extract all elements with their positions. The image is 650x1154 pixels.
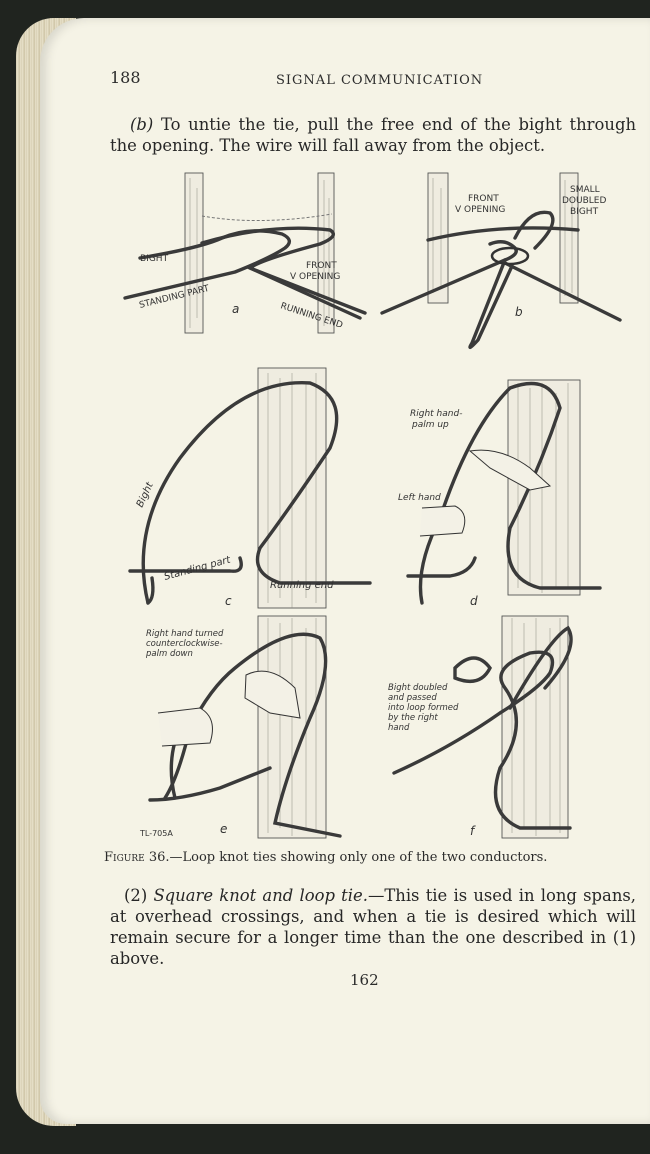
paragraph-b — [110, 114, 636, 156]
label-right-hand-turned: Right hand turned counterclockwise-palm down — [146, 629, 224, 659]
label-small-doubled-bight: SMALL DOUBLED BIGHT — [562, 185, 607, 217]
paragraph-marker: (2) — [124, 886, 148, 905]
panel-letter: b — [515, 305, 523, 319]
label-standing-part: STANDING PART — [138, 283, 211, 311]
caption-label: Figure 36. — [104, 850, 170, 865]
figure-36-illustration — [110, 168, 640, 844]
running-title: SIGNAL COMMUNICATION — [276, 73, 484, 88]
panel-letter: a — [232, 302, 240, 316]
label-bight: Bight — [134, 480, 156, 510]
panel-letter: f — [470, 824, 475, 838]
panel-c — [130, 368, 370, 608]
paragraph-2 — [110, 885, 636, 969]
label-bight-doubled: Bight doubled and passed into loop formed by the right hand — [388, 683, 459, 733]
label-bight: BIGHT — [140, 254, 169, 264]
panel-f — [388, 616, 571, 838]
label-left-hand: Left hand — [398, 493, 441, 503]
label-front-v-opening: FRONT V OPENING — [290, 261, 341, 282]
plate-id: TL-705A — [140, 829, 173, 838]
caption-text: —Loop knot ties showing only one of the two conductors. — [169, 850, 548, 865]
paragraph-text: —This tie is used in long spans, at overhead crossings, and when a tie is desired which will remain secure for a longer time than the one described in (1) above. — [110, 886, 636, 968]
paragraph-marker: (b) — [130, 115, 154, 134]
paragraph-title: Square knot and loop tie. — [153, 886, 368, 905]
paragraph-text: To untie the tie, pull the free end of the bight through the opening. The wire will fall away from the object. — [110, 115, 636, 155]
panel-letter: c — [225, 594, 232, 608]
panel-letter: e — [220, 822, 228, 836]
page-number: 188 — [110, 68, 141, 87]
panel-d — [398, 380, 600, 608]
figure-caption — [104, 850, 634, 865]
folio-number: 162 — [350, 971, 379, 989]
label-running-end: Running end — [270, 580, 334, 591]
panel-e — [139, 616, 340, 838]
panel-a — [125, 173, 365, 333]
label-right-hand-palm-up: Right hand-palm up — [410, 409, 463, 430]
label-standing-part: Standing part — [162, 554, 232, 583]
label-front-v-opening: FRONT V OPENING — [455, 194, 506, 215]
pole — [185, 173, 203, 333]
pole — [318, 173, 334, 333]
panel-letter: d — [470, 594, 478, 608]
panel-b — [382, 173, 620, 347]
label-running-end: RUNNING END — [279, 301, 344, 331]
